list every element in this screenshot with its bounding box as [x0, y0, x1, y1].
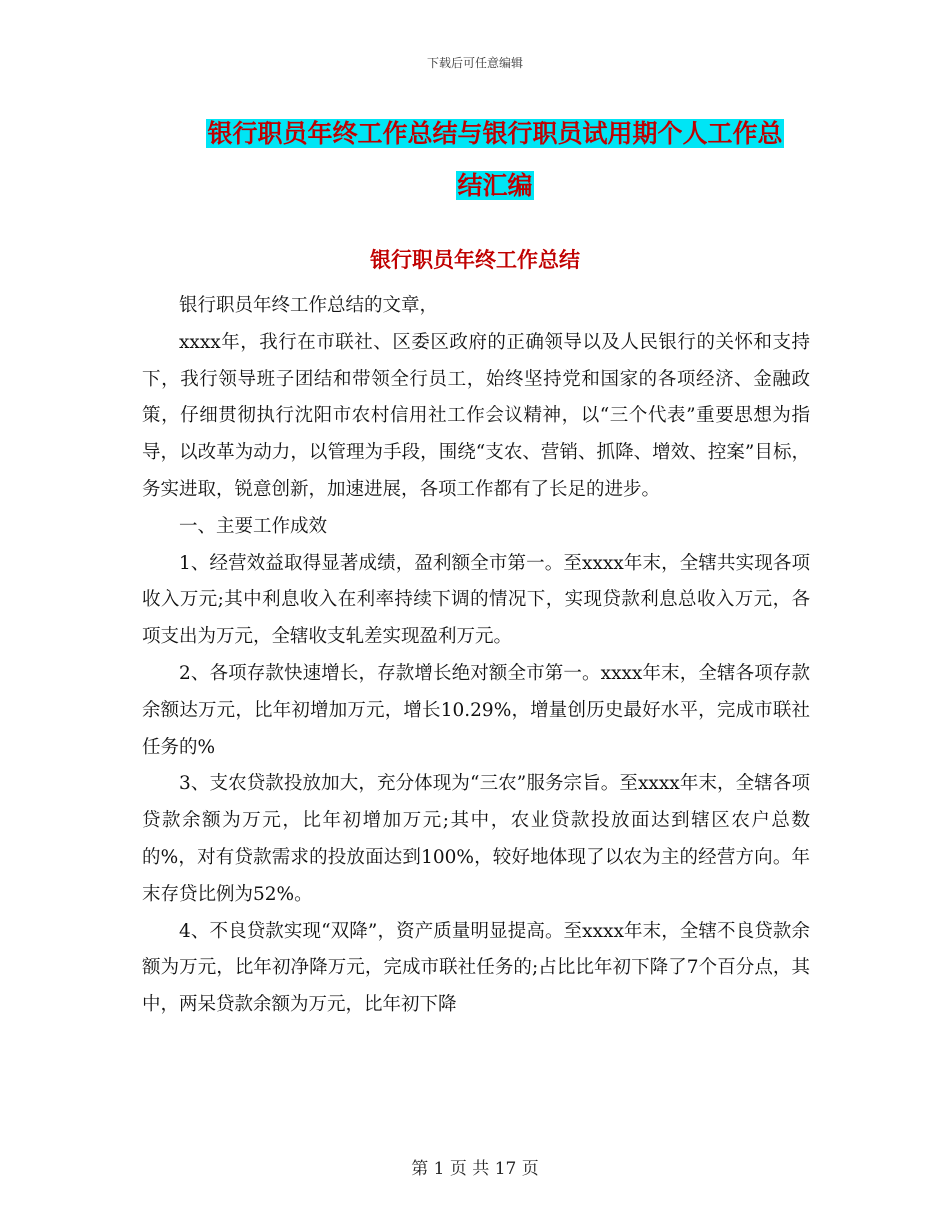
paragraph-item-4: 4、不良贷款实现“双降”，资产质量明显提高。至xxxx年末，全辖不良贷款余额为万元，比年初净降万元，完成市联社任务的;占比比年初下降了7个百分点，其中，两呆贷款余额为万元，比年初下降: [142, 920, 810, 1016]
header-note: 下载后可任意编辑: [426, 56, 523, 70]
paragraph-intro: 银行职员年终工作总结的文章，: [179, 295, 439, 316]
document-title-line-1: 银行职员年终工作总结与银行职员试用期个人工作总: [207, 119, 783, 148]
body-text: [142, 288, 810, 1024]
document-title: [150, 108, 840, 212]
paragraph-item-3: 3、支农贷款投放加大，充分体现为“三农”服务宗旨。至xxxx年末，全辖各项贷款余额为万元，比年初增加万元;其中，农业贷款投放面达到辖区农户总数的%，对有贷款需求的投放面达到100%，较好地体现了以农为主的经营方向。年末存贷比例为52%。: [142, 773, 810, 905]
document-title-line-2: 结汇编: [457, 171, 533, 200]
page-footer: 第 1 页 共 17 页: [411, 1159, 539, 1179]
section-title: 银行职员年终工作总结: [370, 248, 580, 272]
paragraph-item-1: 1、经营效益取得显著成绩，盈利额全市第一。至xxxx年末，全辖共实现各项收入万元;其中利息收入在利率持续下调的情况下，实现贷款利息总收入万元，各项支出为万元，全辖收支轧差实现盈利万元。: [142, 552, 810, 648]
paragraph-item-2: 2、各项存款快速增长，存款增长绝对额全市第一。xxxx年末，全辖各项存款余额达万元，比年初增加万元，增长10.29%，增量创历史最好水平，完成市联社任务的%: [142, 662, 810, 758]
paragraph-overview: xxxx年，我行在市联社、区委区政府的正确领导以及人民银行的关怀和支持下，我行领导班子团结和带领全行员工，始终坚持党和国家的各项经济、金融政策，仔细贯彻执行沈阳市农村信用社工作会议精神，以“三个代表”重要思想为指导，以改革为动力，以管理为手段，围绕“支农、营销、抓降、增效、控案”目标，务实进取，锐意创新，加速进展，各项工作都有了长足的进步。: [142, 331, 810, 500]
heading-main-achievements: 一、主要工作成效: [179, 515, 328, 537]
